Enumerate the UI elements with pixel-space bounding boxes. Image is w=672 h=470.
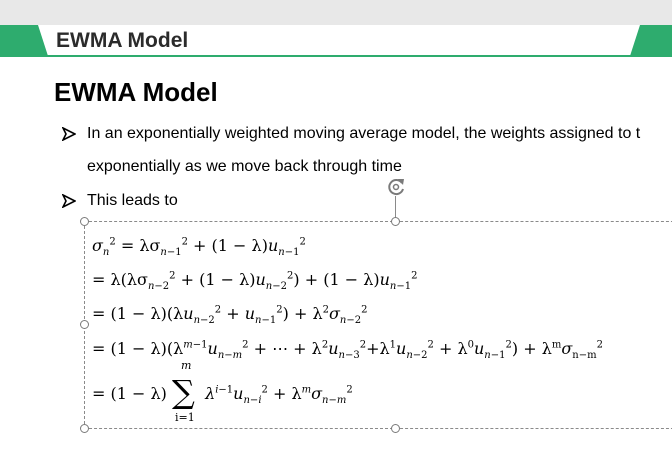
- rotate-icon[interactable]: [385, 176, 407, 198]
- equation-line-3: = $(1 - \lambda)(\lambda u_{n-2}^2 + u_{n-1}^2) + \lambda^2\sigma_{n-2}^2$: [92, 304, 368, 327]
- slide-title: EWMA Model: [54, 77, 218, 107]
- rotate-handle-stem: [395, 196, 396, 218]
- resize-handle-middle-left[interactable]: [80, 320, 89, 329]
- resize-handle-bottom-left[interactable]: [80, 424, 89, 433]
- bullet-text-line: In an exponentially weighted moving average model, the weights assigned to t: [87, 125, 641, 142]
- window-top-bar: [0, 0, 672, 25]
- arrow-bullet-icon: [62, 127, 76, 141]
- arrow-bullet-icon: [62, 194, 76, 208]
- equation-line-4: = $(1 - \lambda)(\lambda^{m-1}u_{n-m}^2$ + ⋯ + $\lambda^2u_{n-3}^2+\lambda^1u_{n-2}^2 + \lambda^0u_{n-1}^2) + \lambda^m\sigma_{n-m}^2$: [92, 339, 603, 362]
- resize-handle-top-left[interactable]: [80, 217, 89, 226]
- resize-handle-bottom-middle[interactable]: [391, 424, 400, 433]
- bullet-text-line: This leads to: [87, 192, 178, 209]
- equation-line-2: = $\lambda(\lambda\sigma_{n-2}^2 + (1 - \lambda)u_{n-2}^2) + (1 - \lambda)u_{n-1}^2$: [92, 270, 418, 293]
- resize-handle-top-middle[interactable]: [391, 217, 400, 226]
- bullet-text-line: exponentially as we move back through time: [87, 158, 402, 175]
- summation-symbol: m ∑ i=1: [171, 358, 195, 424]
- equation-line-1: $\sigma_n^2 = \lambda\sigma_{n-1}^2 + (1 - \lambda)u_{n-1}^2$: [92, 236, 306, 259]
- equation-line-5: = (1 − λ) m ∑ i=1 $\lambda^{i-1}u_{n-i}^2 + \lambda^m\sigma_{n-m}^2$: [92, 358, 353, 424]
- header-title: EWMA Model: [56, 29, 189, 52]
